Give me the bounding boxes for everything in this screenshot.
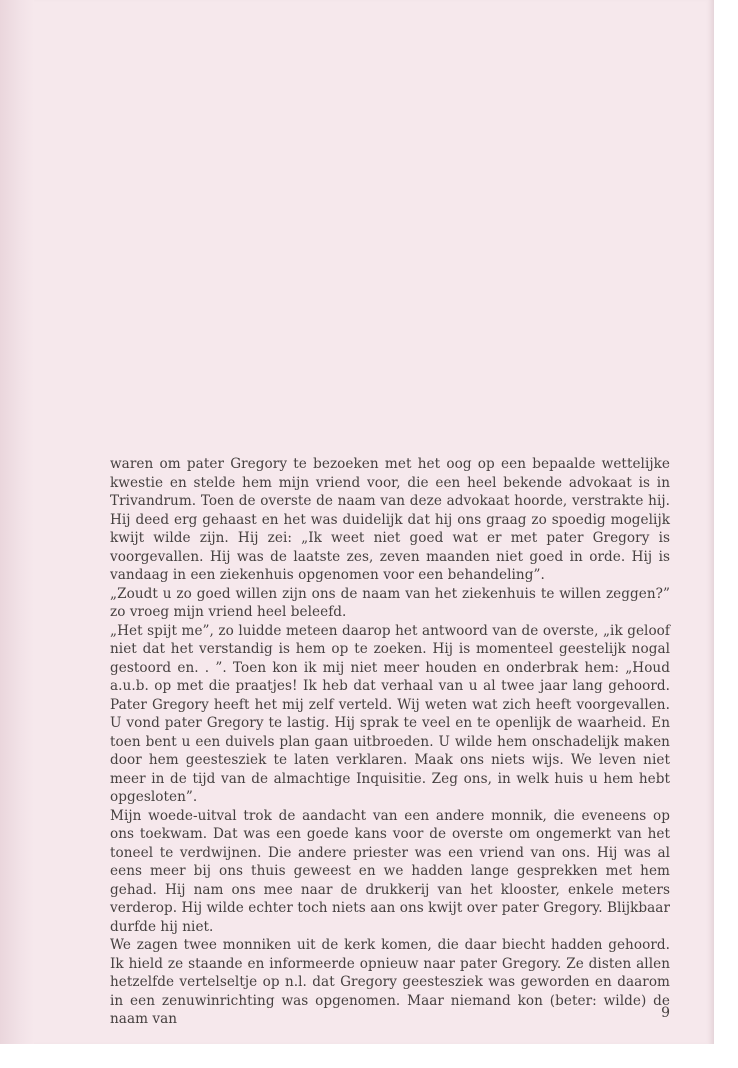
paragraph: Mijn woede-uitval trok de aandacht van een andere monnik, die eveneens op ons toekwam. Dat was een goede kans voor de overste om ongemerkt van het toneel te verdwijnen. Die andere priester was een vriend van ons. Hij was al eens meer bij ons thuis geweest en we hadden lange gesprekken met hem gehad. Hij nam ons mee naar de drukkerij van het klooster, enkele meters verderop. Hij wilde echter toch niets aan ons kwijt over pater Gregory. Blijkbaar durfde hij niet. — [110, 807, 670, 935]
paragraph: We zagen twee monniken uit de kerk komen, die daar biecht hadden gehoord. Ik hield ze staande en informeerde opnieuw naar pater Gregory. Ze disten allen hetzelfde vertelseltje op n.l. dat Gregory geestesziek was geworden en daarom in een zenuwinrichting was opgenomen. Maar niemand kon (beter: wilde) de naam van — [110, 937, 670, 1027]
paragraph: waren om pater Gregory te bezoeken met het oog op een bepaalde wettelijke kwestie en stelde hem mijn vriend voor, die een heel bekende advokaat is in Trivandrum. Toen de overste de naam van deze advokaat hoorde, verstrakte hij. Hij deed erg gehaast en het was duidelijk dat hij ons graag zo spoedig mogelijk kwijt wilde zijn. Hij zei: „Ik weet niet goed wat er met pater Gregory is voorgevallen. Hij was de laatste zes, zeven maanden niet goed in orde. Hij is vandaag in een ziekenhuis opgenomen voor een behandeling”. — [110, 456, 670, 583]
body-text — [110, 455, 670, 1029]
page-number: 9 — [661, 1005, 670, 1021]
paragraph: „Zoudt u zo goed willen zijn ons de naam van het ziekenhuis te willen zeggen?” zo vroeg mijn vriend heel beleefd. — [110, 585, 670, 620]
page-spine-shadow — [0, 0, 34, 1044]
paragraph: „Het spijt me”, zo luidde meteen daarop het antwoord van de overste, „ik geloof niet dat het verstandig is hem op te zoeken. Hij is momenteel geestelijk nogal gestoord en. . ”. Toen kon ik mij niet meer houden en onderbrak hem: „Houd a.u.b. op met die praatjes! Ik heb dat verhaal van u al twee jaar lang gehoord. Pater Gregory heeft het mij zelf verteld. Wij weten wat zich heeft voorgevallen. U vond pater Gregory te lastig. Hij sprak te veel en te openlijk de waarheid. En toen bent u een duivels plan gaan uitbroeden. U wilde hem onschadelijk maken door hem geestesziek te laten verklaren. Maak ons niets wijs. We leven niet meer in de tijd van de almachtige Inquisitie. Zeg ons, in welk huis u hem hebt opgesloten”. — [110, 622, 670, 805]
